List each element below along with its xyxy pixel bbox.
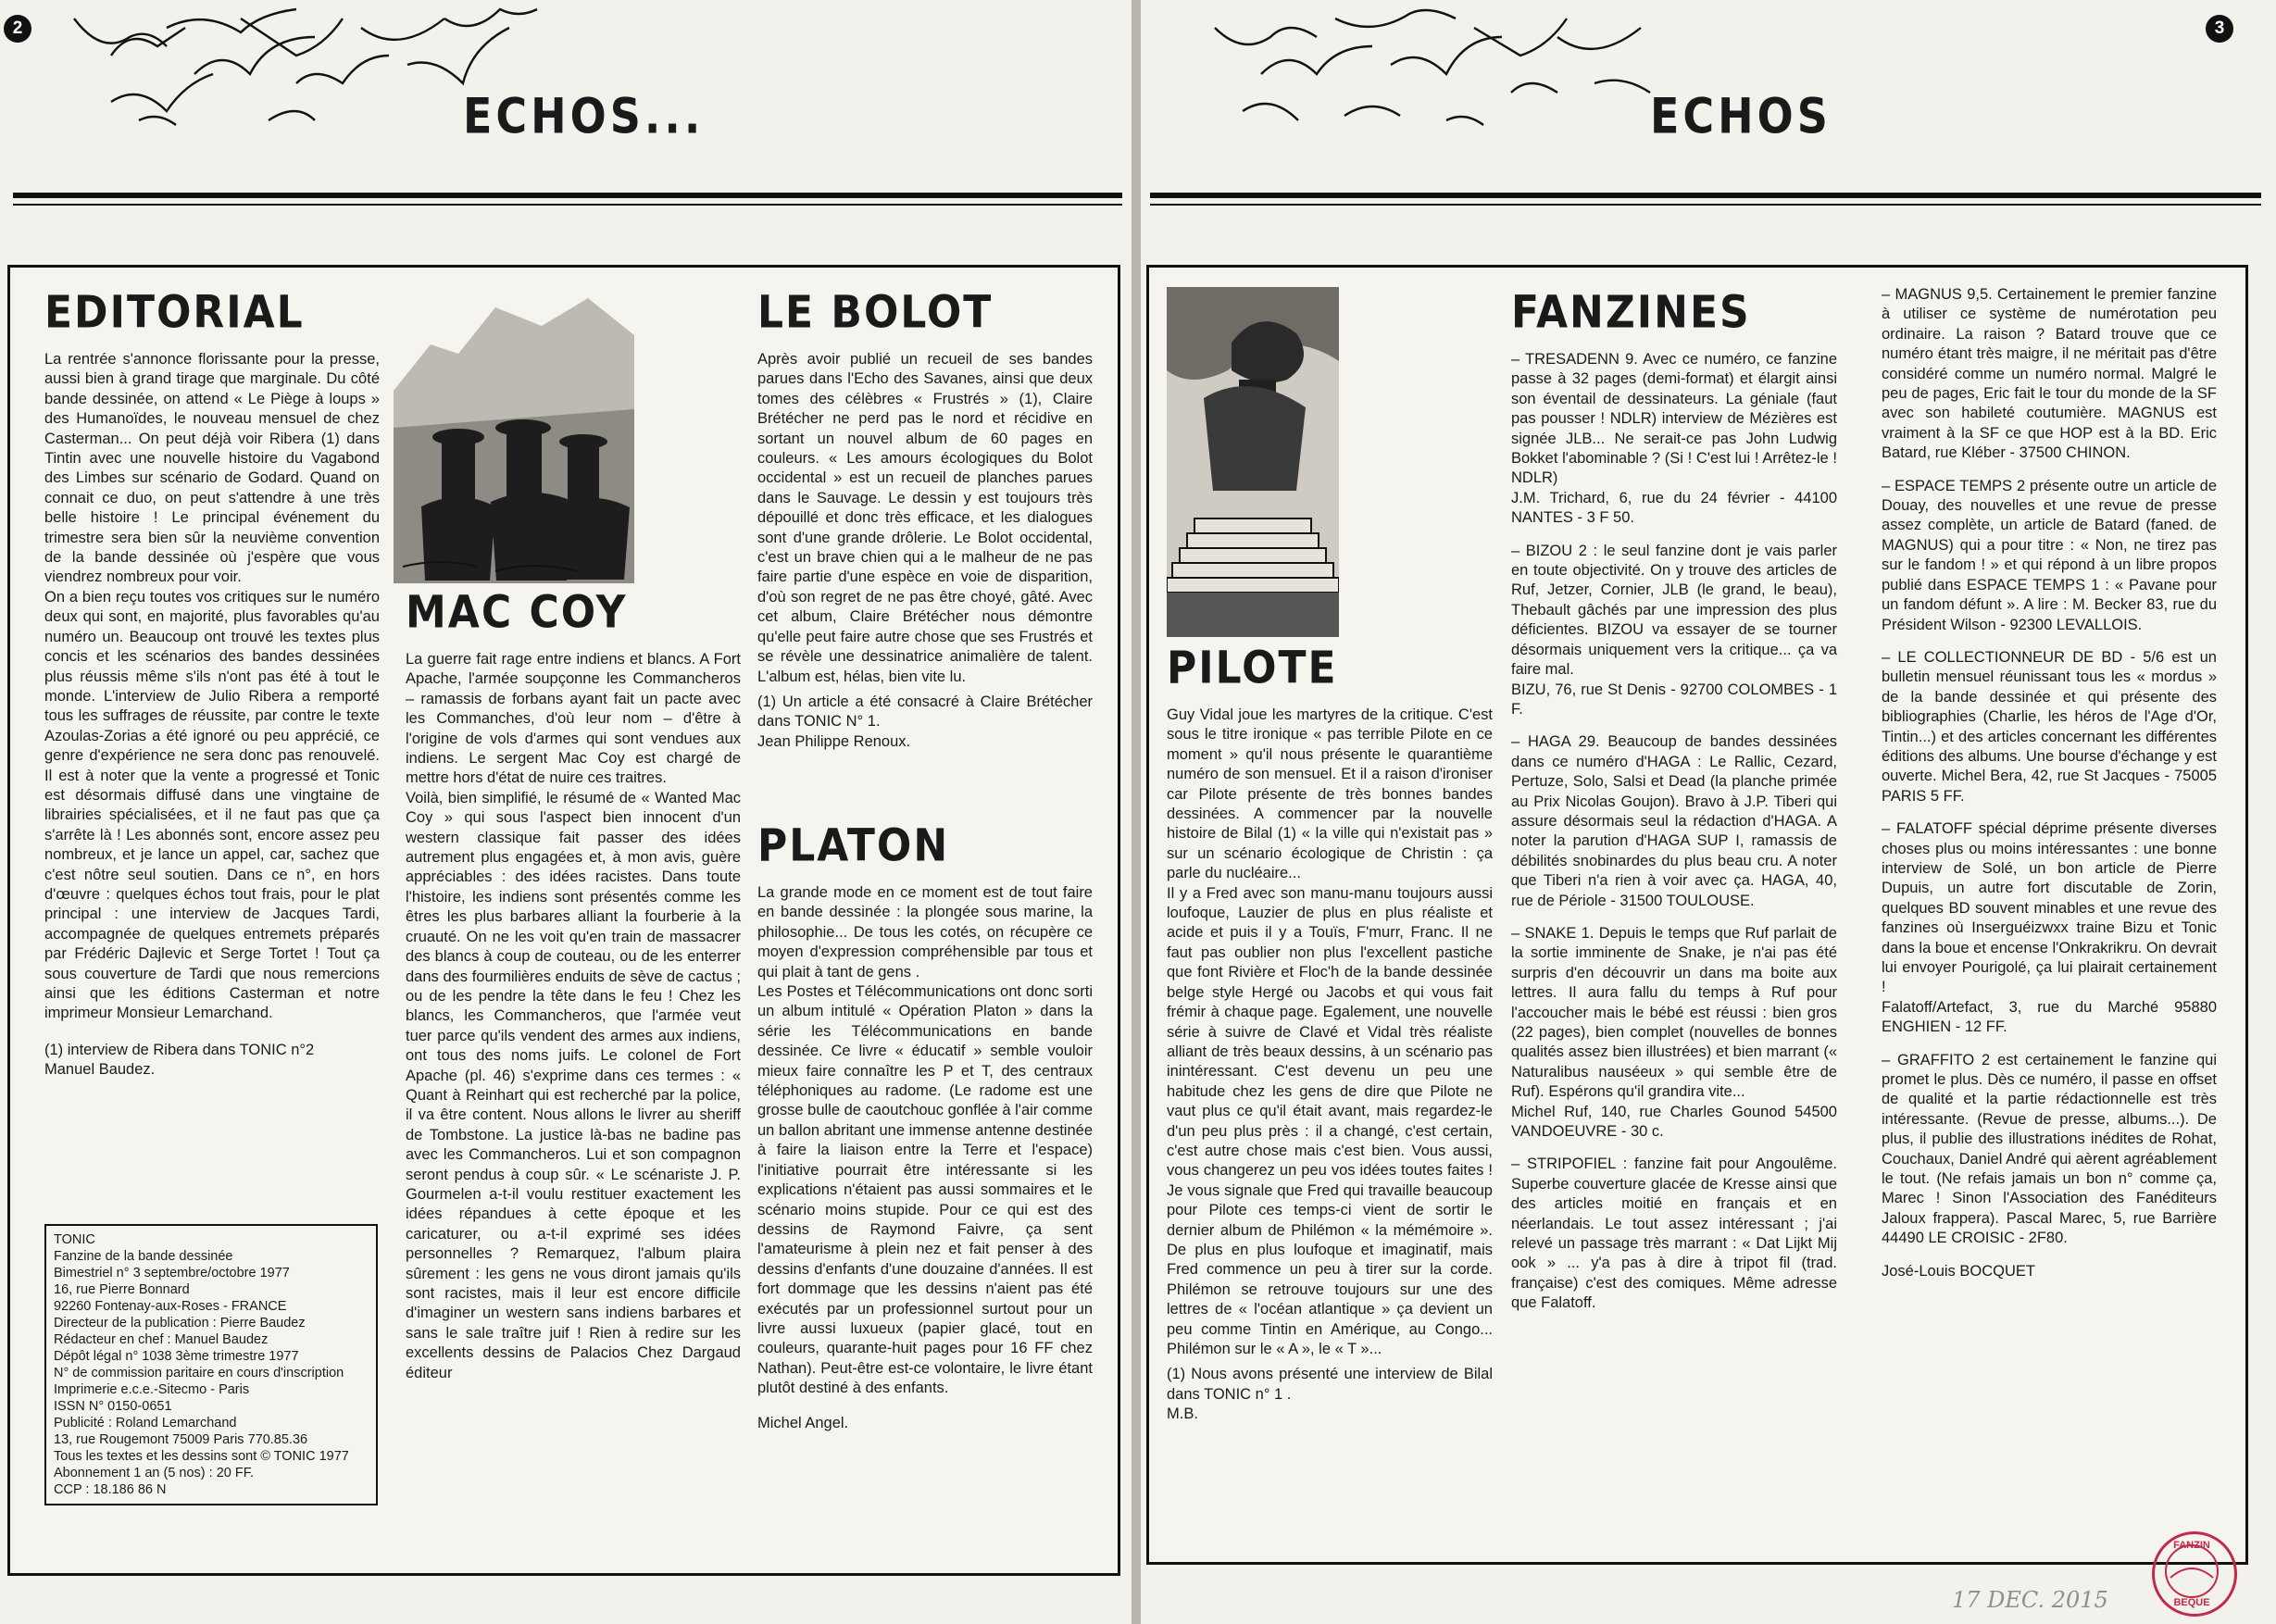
pilote-footnote: (1) Nous avons présenté une interview de Bilal dans TONIC n° 1 .	[1167, 1366, 1493, 1403]
imprint-line: Imprimerie e.c.e.-Sitecmo - Paris	[54, 1382, 250, 1397]
header-echos-left: ECHOS...	[463, 86, 705, 145]
imprint-line: TONIC	[54, 1232, 95, 1247]
top-rule-thin	[13, 204, 1122, 206]
fanzine-entry: – ESPACE TEMPS 2 présente outre un article de Douay, des nouvelles et une revue de presse assez complète, un article de Batard (faned. de MAGNUS) qui a pour titre : « Non, ne tirez pas sur le fandom ! » et qui répond à un libre propos publié dans ESPACE TEMPS 1 : « Pavane pour un fandom défunt ». A lire : M. Becker 83, rue du Président Wilson - 92300 LEVALLOIS.	[1882, 477, 2217, 633]
right-page	[1141, 0, 2276, 1624]
le-bolot-text: Après avoir publié un recueil de ses bandes parues dans l'Echo des Savanes, ainsi que deux tomes des célèbres « Frustrés » (1), Claire Brétécher ne perd pas le nord et récidive en sortant un nouvel album de 60 pages en couleurs. « Les amours écologiques du Bolot occidental » est un recueil de planches parues dans le Sauvage. Le dessin y est toujours très dépouillé et donc très efficace, et les dialogues sont d'une grande drôlerie. Le Bolot occidental, c'est un brave chien qui a le malheur de ne pas faire partie d'une espèce en voie de disparition, d'où son regret de ne pas être choyé, gâté. Avec cet album, Claire Brétécher nous démontre qu'elle peut faire autre chose que ses Frustrés et se révèle une dessinatrice animalière de talent. L'album est, hélas, bien vite lu.	[757, 351, 1093, 685]
le-bolot-column	[757, 350, 1093, 757]
le-bolot-title: LE BOLOT	[757, 286, 994, 339]
imprint-line: 92260 Fontenay-aux-Roses - FRANCE	[54, 1299, 287, 1314]
fanzine-entry: – TRESADENN 9. Avec ce numéro, ce fanzine passe à 32 pages (demi-format) et élargit ainsi son éventail de dessinateurs. La géniale (faut pas pousser ! NDLR) interview de Mézières est signée JLB... Ne serait-ce pas John Ludwig Bokket l'abominable ? (Si ! C'est lui ! Arrêtez-le ! NDLR) J.M. Trichard, 6, rue du 24 février - 44100 NANTES - 3 F 50.	[1511, 351, 1837, 527]
library-stamp	[2152, 1531, 2237, 1617]
pilote-text: Guy Vidal joue les martyres de la critique. C'est sous le titre ironique « pas terrible Pilote en ce moment » qu'il nous présente le quarantième numéro de son mensuel. Et il a raison d'ironiser car Pilote présente de très bonnes bandes dessinées. A commencer par la nouvelle histoire de Bilal (1) « la ville qui n'existait pas » sur un scénario écologique de Christin : ça parle du nucléaire... Il y a Fred avec son manu-manu toujours aussi loufoque, Lauzier de plus en plus réaliste et acide et puis il y a Touïs, F'murr, Franc. Il ne faut pas oublier non plus l'excellent pastiche que font Rivière et Floc'h de la bande dessinée belge style Hergé ou Jacobs et qui vous fait frémir à chaque page. Egalement, une nouvelle série à suivre de Clavé et Vidal très réaliste alliant de très beaux dessins, à un scénario pas inintéressant. C'est devenu un peu une habitude chez les gens de dire que Pilote ne vaut plus ce qu'il était avant, mais regardez-le d'un peu plus près : il a changé, c'est certain, c'est autre chose mais c'est bien. Vous aussi, vous changerez un peu vos idées toutes faites ! Je vous signale que Fred qui travaille beaucoup pour Pilote ces temps-ci vient de sortir le dernier album de Philémon « la mémémoire ». De plus en plus loufoque et imaginatif, mais Fred commence un peu à tirer sur la corde. Philémon se retrouve toujours sur une des lettres de « l'océan atlantique » ça devient un peu comme Tintin en Amérique, au Congo... Philémon sur le « A », le « T »...	[1167, 706, 1493, 1357]
editorial-signature: Manuel Baudez.	[44, 1061, 156, 1079]
pilote-illustration	[1167, 287, 1339, 637]
imprint-box	[44, 1224, 378, 1505]
imprint-line: Fanzine de la bande dessinée	[54, 1249, 233, 1264]
top-rule	[13, 193, 1122, 198]
fanzines-title: FANZINES	[1511, 286, 1751, 339]
platon-title: PLATON	[757, 819, 950, 872]
page-number-right: 3	[2206, 15, 2233, 43]
imprint-line: Bimestriel n° 3 septembre/octobre 1977	[54, 1266, 290, 1280]
imprint-line: ISSN N° 0150-0651	[54, 1399, 172, 1414]
imprint-line: Dépôt légal n° 1038 3ème trimestre 1977	[54, 1349, 299, 1364]
fanzines-column-continued	[1882, 285, 2217, 1287]
imprint-line: 16, rue Pierre Bonnard	[54, 1282, 190, 1297]
fanzines-signature: José-Louis BOCQUET	[1882, 1262, 2035, 1280]
platon-column	[757, 883, 1093, 1439]
mac-coy-text: La guerre fait rage entre indiens et blancs. A Fort Apache, l'armée soupçonne les Commancheros – ramassis de forbans ayant fait un pacte avec les Commanches, d'où leur nom – d'être à l'origine de vols d'armes qui sont vendues aux indiens. Le sergent Mac Coy est chargé de mettre hors d'état de nuire ces traitres. Voilà, bien simplifié, le résumé de « Wanted Mac Coy » qui sous l'aspect bien innocent d'un western classique fait passer des idées autrement plus engagées et, à mon avis, guère appréciables : des idées racistes. Dans toute l'histoire, les indiens sont présentés comme les êtres les plus barbares alliant la fourberie à la cruauté. On ne les voit qu'en train de massacrer des blancs à coup de couteau, ou de les enterrer dans des fourmilières enduits de sève de cactus ; ou de les pendre la tête dans le feu ! Chez les blancs, les Commancheros, que l'armée veut tuer parce qu'ils vendent des armes aux indiens, ont tous des noms juifs. Le colonel de Fort Apache (pl. 46) s'exprime dans ces termes : « Quant à Reinhart qui est recherché par la police, il va être content. Nous allons le livrer au sheriff de Tombstone. La justice là-bas ne badine pas avec les Commancheros. Lui et son compagnon seront pendus à coup sûr. « Le scénariste J. P. Gourmelen a-t-il voulu restituer exactement les idées répandues à cette époque et les caricaturer, ou a-t-il exprimé ses idées personnelles ? Remarquez, l'album plaira sûrement : les gens ne vous diront jamais qu'ils sont racistes, mais il leur est encore difficile d'imaginer un western sans indiens barbares et sans le sale traître juif ! Rien à redire sur les excellents dessins de Palacios Chez Dargaud éditeur	[406, 651, 741, 1381]
fanzine-entry: – GRAFFITO 2 est certainement le fanzine qui promet le plus. Dès ce numéro, il passe en offset de qualité et la partie rédactionnelle est très intéressante. (Revue de presse, albums...). De plus, il publie des illustrations inédites de Rohat, Couchaux, Daniel André qui aèrent agréablement le tout. (Ne refais jamais un bon n° comme ça, Marec ! Sinon l'Association des Fanéditeurs Jaloux frappera). Pascal Marec, 5, rue Barrière 44490 LE CROISIC - 2F80.	[1882, 1051, 2217, 1247]
fanzine-entry: – SNAKE 1. Depuis le temps que Ruf parlait de la sortie imminente de Snake, je n'ai pas été surpris d'en découvrir un dans ma boite aux lettres. Il aura fallu du temps à Ruf pour l'accoucher mais le bébé est réussi : bien gros (22 pages), bien complet (nouvelles de bonnes qualités assez bien illustrées) et bien marrant (« Naturalibus nauséeux » qui semble être de Ruf). Espérons qu'il grandira vite... Michel Ruf, 140, rue Charles Gounod 54500 VANDOEUVRE - 30 c.	[1511, 924, 1837, 1141]
imprint-line: Abonnement 1 an (5 nos) : 20 FF.	[54, 1466, 255, 1480]
fanzines-column	[1511, 350, 1837, 1327]
handwritten-date: 17 DEC. 2015	[1952, 1587, 2108, 1613]
fanzine-entry: – HAGA 29. Beaucoup de bandes dessinées dans ce numéro d'HAGA : Le Rallic, Cezard, Pertuze, Solo, Salsi et Dead (la planche primée au Prix Nicolas Goujon). Bravo à J.P. Tiberi qui assure désormais seul la rédaction d'HAGA. A noter la parution d'HAGA SUP I, ramassis de débilités snobinardes du plus beau cru. A noter que Tiberi n'a rien à voir avec ça. HAGA, 40, rue de Périole - 31500 TOULOUSE.	[1511, 733, 1837, 909]
imprint-line: N° de commission paritaire en cours d'inscription	[54, 1366, 344, 1380]
le-bolot-footnote: (1) Un article a été consacré à Claire Brétécher dans TONIC N° 1.	[757, 693, 1093, 731]
editorial-column	[44, 350, 380, 1086]
fanzine-entry: – FALATOFF spécial déprime présente diverses choses plus ou moins intéressantes : une bonne interview de Solé, un bon article de Pierre Dupuis, un autre fort discutable de Zorin, quelques BD souvent minables et une revue des fanzines où Inserguéizwxx traine Bizu et Tonic dans la boue et encense l'Onkrakrikru. On devrait lui envoyer Pourigolé, ça lui plairait certainement ! Falatoff/Artefact, 3, rue du Marché 95880 ENGHIEN - 12 FF.	[1882, 820, 2217, 1036]
imprint-line: 13, rue Rougemont 75009 Paris 770.85.36	[54, 1432, 308, 1447]
editorial-text: La rentrée s'annonce florissante pour la presse, aussi bien à grand tirage que marginale. Du côté bande dessinée, on attend « Le Piège à loups » des Humanoïdes, le nouveau mensuel de chez Casterman... On peut déjà voir Ribera (1) dans Tintin avec une nouvelle histoire du Vagabond des Limbes sur scénario de Godard. Quand on connait ce duo, on peut s'attendre à une très belle histoire ! Le principal événement du trimestre sera bien sûr la neuvième convention de la bande dessinée où j'espère que vous viendrez nombreux pour voir. On a bien reçu toutes vos critiques sur le numéro deux qui sont, en majorité, plus favorables qu'au numéro un. Beaucoup ont trouvé les textes plus concis et les scénarios des bandes dessinées plus réussis même s'ils n'ont pas été à tout le monde. L'interview de Julio Ribera a remporté tous les suffrages de réussite, par contre le texte Azoulas-Zorias a été ignoré ou peu apprécié, ce genre d'expérience ne sera donc pas renouvelé. Il est à noter que la vente a progressé et Tonic est désormais diffusé dans une vingtaine de librairies spécialisées, et il ne faut pas que ça s'arrête là ! Les abonnés sont, encore assez peu nombreux, et je lance un appel, car, sachez que c'est nôtre seul soutien. Dans ce n°, en hors d'œuvre : quelques échos tout frais, pour le plat principal : une interview de Jacques Tardi, accompagnée de quelques entremets préparés par Frédéric Dajlevic et Serge Tortet ! Tout ça sous couverture de Tardi que nous remercions ainsi que les éditions Casterman et notre imprimeur Monsieur Lemarchand.	[44, 351, 380, 1022]
platon-text: La grande mode en ce moment est de tout faire en bande dessinée : la plongée sous marine, la philosophie... De tous les cotés, on récupère ce moyen d'expression compréhensible par tous et qui plait à tant de gens . Les Postes et Télécommunications ont donc sorti un album intitulé « Opération Platon » dans la série les Télécommunications en bande dessinée. Ce livre « éducatif » semble vouloir mieux faire connaître les P et T, des centraux téléphoniques au radome. (Le radome est une grosse bulle de caoutchouc gonflée à l'air comme un ballon abritant une immense antenne destinée à faire la liaison entre la Terre et l'espace) l'initiative pourrait être intéressante si les explications n'étaient pas aussi sommaires et le scénario moins stupide. Pour ce qui est des dessins de Raymond Faivre, ça sent l'amateurisme à plein nez et fait penser à des dessins d'enfants d'une douzaine d'années. Il est fort dommage que les dessins n'aient pas été exécutés par un professionnel surtout pour un livre aussi luxueux (papier glacé, tout en couleurs, quarante-huit pages pour 16 FF chez Nathan). Peut-être est-ce volontaire, le livre étant plutôt destiné à des enfants.	[757, 884, 1093, 1397]
pilote-title: PILOTE	[1167, 642, 1338, 694]
svg-text:FANZIN: FANZIN	[2173, 1540, 2210, 1551]
top-rule	[1150, 193, 2261, 198]
seagulls-illustration	[1206, 0, 1687, 139]
pilote-column	[1167, 706, 1493, 1430]
imprint-line: Tous les textes et les dessins sont © TONIC 1977	[54, 1449, 349, 1464]
fanzine-entry: – BIZOU 2 : le seul fanzine dont je vais parler en toute objectivité. On y trouve des articles de Ruf, Jetzer, Cornier, JLB (le grand, le beau), Thebault gâchés par une impression des plus déficientes. BIZOU va essayer de se tourner désormais uniquement vers la critique... ça va faire mal. BIZU, 76, rue St Denis - 92700 COLOMBES - 1 F.	[1511, 542, 1837, 718]
imprint-line: Publicité : Roland Lemarchand	[54, 1416, 237, 1430]
header-echos-right: ECHOS	[1650, 86, 1832, 145]
mac-coy-illustration	[394, 289, 634, 583]
imprint-line: Rédacteur en chef : Manuel Baudez	[54, 1332, 269, 1347]
imprint-line: Directeur de la publication : Pierre Baudez	[54, 1316, 306, 1330]
editorial-footnote: (1) interview de Ribera dans TONIC n°2	[44, 1041, 315, 1058]
fanzine-entry: – STRIPOFIEL : fanzine fait pour Angoulême. Superbe couverture glacée de Kresse ainsi que des articles moitié en français et en néerlandais. Le tout assez intéressant ; j'ai relevé un passage très marrant : « Dat Lijkt Mij ook » ... y'a pas à dire à tripot fil (trad. française) c'est des comiques. Même adresse que Falatoff.	[1511, 1156, 1837, 1312]
imprint-line: CCP : 18.186 86 N	[54, 1482, 167, 1497]
top-rule-thin	[1150, 204, 2261, 206]
editorial-title: EDITORIAL	[44, 286, 305, 339]
pilote-signature: M.B.	[1167, 1405, 1198, 1423]
le-bolot-signature: Jean Philippe Renoux.	[757, 732, 911, 750]
spine-gutter	[1132, 0, 1141, 1624]
mac-coy-title: MAC COY	[406, 586, 628, 639]
left-page	[0, 0, 1132, 1624]
fanzine-entry: – MAGNUS 9,5. Certainement le premier fanzine à utiliser ce système de numérotation peu ordinaire. La raison ? Batard trouve que ce numéro étant très maigre, il ne méritait pas d'être considéré comme un numéro normal. Malgré le peu de pages, Eric fait le tour du monde de la SF avec son habileté coutumière. MAGNUS est vraiment à la SF ce que HOP est à la BD. Eric Batard, rue Kléber - 37500 CHINON.	[1882, 286, 2217, 462]
fanzine-entry: – LE COLLECTIONNEUR DE BD - 5/6 est un bulletin mensuel réunissant tous les « mordus » de la bande dessinée et qui présente des bibliographies (Charlie, les héros de l'Age d'Or, Tintin...) et des articles concernant les différentes éditions des albums. Une bourse d'échange y est ouverte. Michel Bera, 42, rue St Jacques - 75005 PARIS 5 FF.	[1882, 648, 2217, 805]
page-number-left: 2	[4, 15, 31, 43]
platon-signature: Michel Angel.	[757, 1414, 849, 1431]
mac-coy-column	[406, 650, 741, 1389]
svg-text:BEQUE: BEQUE	[2173, 1597, 2210, 1608]
